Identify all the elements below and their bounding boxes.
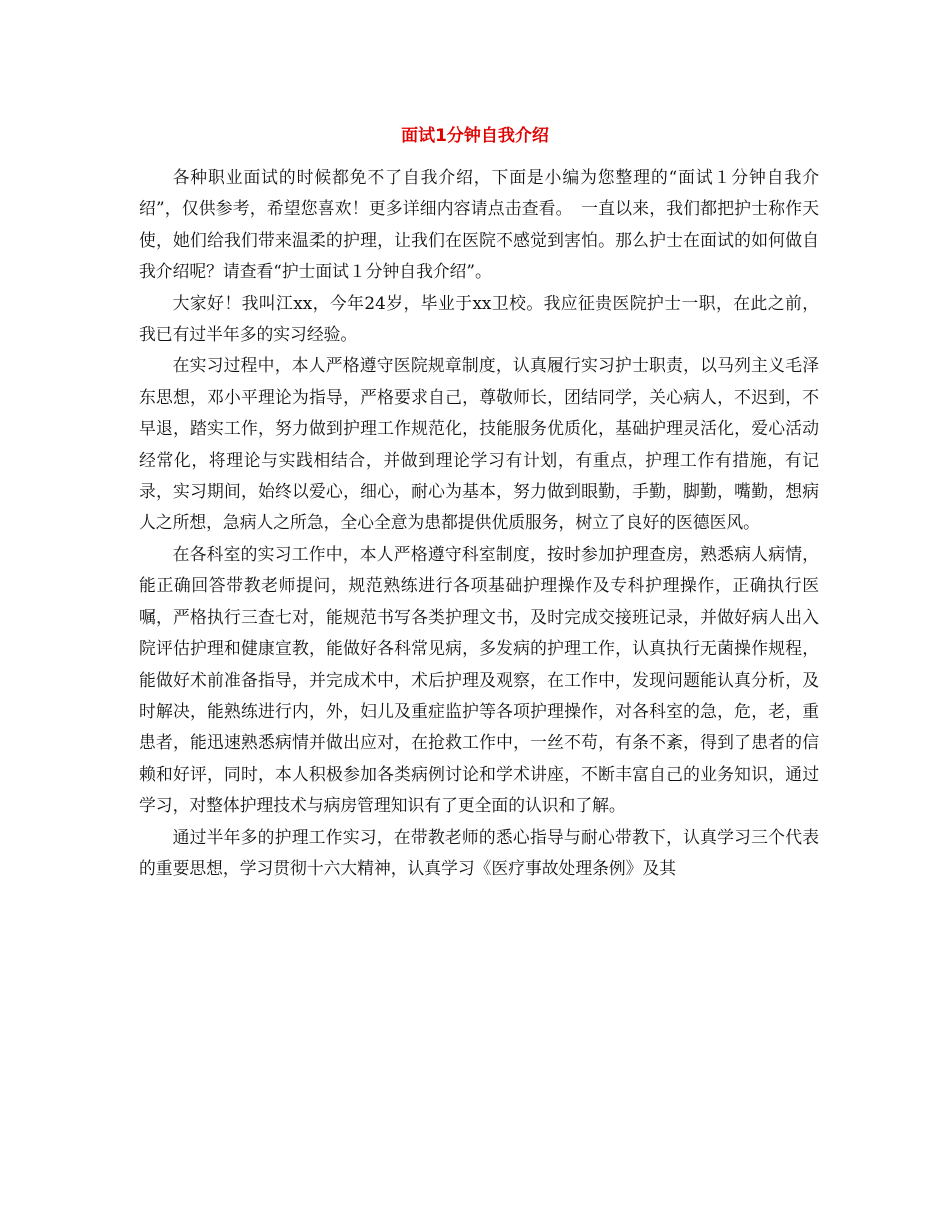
document-title: 面试1分钟自我介绍 [401, 126, 549, 146]
document-body [139, 162, 819, 884]
paragraph-intro: 各种职业面试的时候都免不了自我介绍，下面是小编为您整理的“面试１分钟自我介绍”，仅供参考，希望您喜欢！更多详细内容请点击查看。 一直以来，我们都把护士称作天使，她们给我们带来温柔的护理，让我们在医院不感觉到害怕。那么护士在面试的如何做自我介绍呢？请查看“护士面试１分钟自我介绍”。 [139, 167, 819, 282]
paragraph-department-work: 在各科室的实习工作中，本人严格遵守科室制度，按时参加护理查房，熟悉病人病情，能正确回答带教老师提问，规范熟练进行各项基础护理操作及专科护理操作，正确执行医嘱，严格执行三查七对，能规范书写各类护理文书，及时完成交接班记录，并做好病人出入院评估护理和健康宣教，能做好各科常见病，多发病的护理工作，认真执行无菌操作规程，能做好术前准备指导，并完成术中，术后护理及观察，在工作中，发现问题能认真分析，及时解决，能熟练进行内，外，妇儿及重症监护等各项护理操作，对各科室的急，危，老，重患者，能迅速熟悉病情并做出应对，在抢救工作中，一丝不苟，有条不紊，得到了患者的信赖和好评，同时，本人积极参加各类病例讨论和学术讲座，不断丰富自己的业务知识，通过学习，对整体护理技术与病房管理知识有了更全面的认识和了解。 [139, 543, 819, 816]
paragraph-internship: 在实习过程中，本人严格遵守医院规章制度，认真履行实习护士职责，以马列主义毛泽东思想，邓小平理论为指导，严格要求自己，尊敬师长，团结同学，关心病人，不迟到，不早退，踏实工作，努力做到护理工作规范化，技能服务优质化，基础护理灵活化，爱心活动经常化，将理论与实践相结合，并做到理论学习有计划，有重点，护理工作有措施，有记录，实习期间，始终以爱心，细心，耐心为基本，努力做到眼勤，手勤，脚勤，嘴勤，想病人之所想，急病人之所急，全心全意为患都提供优质服务，树立了良好的医德医风。 [139, 355, 819, 533]
paragraph-summary: 通过半年多的护理工作实习，在带教老师的悉心指导与耐心带教下，认真学习三个代表的重要思想，学习贯彻十六大精神，认真学习《医疗事故处理条例》及其 [139, 826, 819, 878]
paragraph-greeting: 大家好！我叫江xx，今年24岁，毕业于xx卫校。我应征贵医院护士一职，在此之前，我已有过半年多的实习经验。 [139, 292, 819, 345]
